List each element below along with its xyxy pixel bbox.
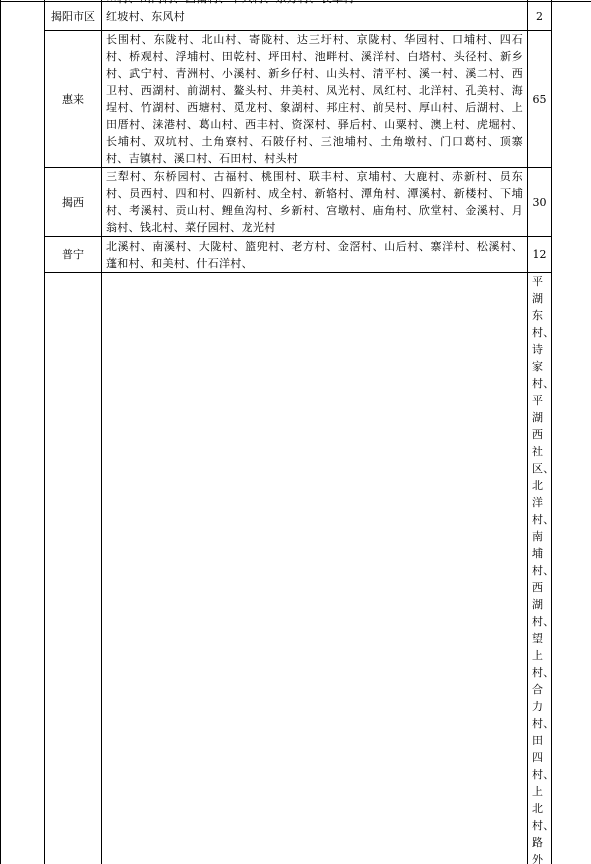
table-row [1, 2, 591, 31]
villages-cell: 红坡村、东风村 [102, 2, 528, 31]
table-row [1, 273, 591, 864]
county-cell: 惠来 [45, 31, 102, 168]
villages-cell: 长围村、东陇村、北山村、寄陇村、达三圩村、京陇村、华园村、口埔村、四石村、桥观村、浮埔村、田乾村、坪田村、池畔村、溪洋村、白塔村、头径村、新乡村、武宁村、青洲村、小溪村、新乡仔村、山头村、清平村、溪一村、溪二村、西卫村、西湖村、前湖村、鳌头村、井美村、凤光村、凤红村、北洋村、孔美村、海埕村、竹湖村、西塘村、觅龙村、象湖村、邦庄村、前吴村、厚山村、后湖村、上田厝村、涞港村、葛山村、西丰村、资深村、驿后村、山粟村、澳上村、虎堀村、长埔村、双坑村、土角寮村、石陂仔村、三池埔村、土角墩村、门口葛村、顶寨村、吉镇村、溪口村、石田村、村头村 [102, 31, 528, 168]
city-cell [45, 273, 102, 864]
count-cell: 65 [528, 31, 552, 168]
county-cell [102, 273, 528, 864]
table-row [1, 168, 591, 237]
table-row [1, 31, 591, 168]
villages-cell: 三犁村、东桥园村、古福村、桃围村、联丰村、京埔村、大鹿村、赤新村、员东村、员西村、四和村、四新村、成全村、新辂村、潭角村、潭溪村、新楼村、下埔村、考溪村、贡山村、鲤鱼沟村、乡新村、宫墩村、庙角村、欣堂村、金溪村、月翁村、钱北村、菜仔园村、龙光村 [102, 168, 528, 237]
total-cell [552, 2, 591, 864]
city-cell [1, 2, 45, 864]
county-cell: 揭西 [45, 168, 102, 237]
count-cell: 2 [528, 2, 552, 31]
count-cell: 12 [528, 237, 552, 273]
villages-cell: 北溪村、南溪村、大陇村、篮兜村、老方村、金滘村、山后村、寨洋村、松溪村、蓬和村、和美村、什石洋村、 [102, 237, 528, 273]
county-cell: 揭阳市区 [45, 2, 102, 31]
count-cell: 30 [528, 168, 552, 237]
villages-cell: 平湖东村、诗家村、平湖西社区、北洋村、南埔村、西湖村、望上村、合力村、田四村、上北村、路外 [528, 273, 552, 864]
county-cell: 普宁 [45, 237, 102, 273]
table-row [1, 237, 591, 273]
